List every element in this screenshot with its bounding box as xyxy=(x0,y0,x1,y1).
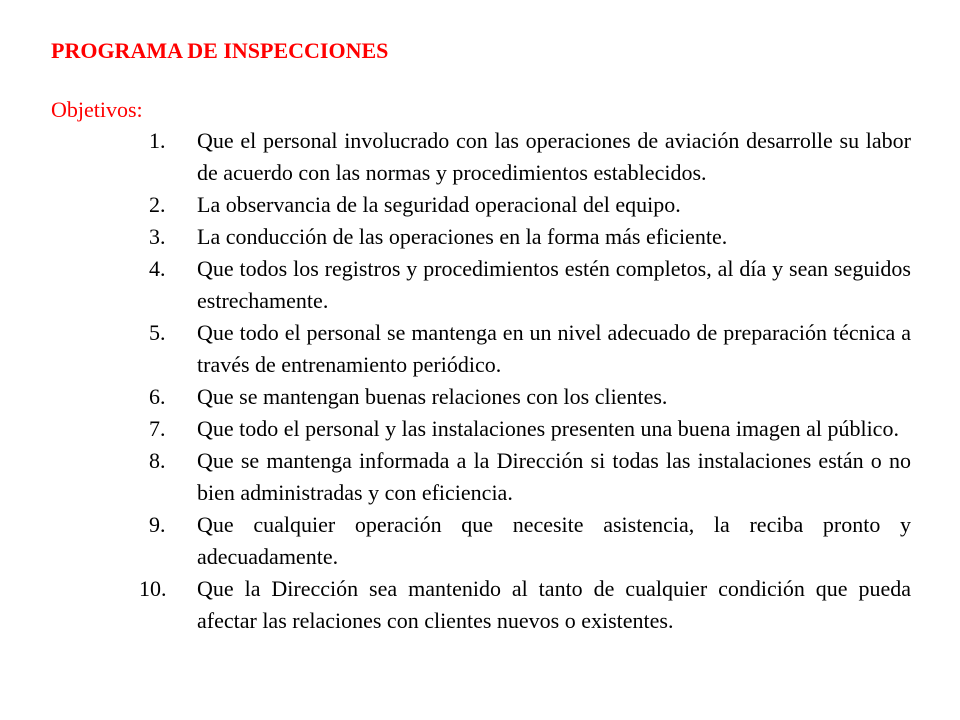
item-text: Que la Dirección sea mantenido al tanto de cualquier condición que pueda afectar las relaciones con clientes nuevos o existentes. xyxy=(197,576,911,633)
item-number: 6. xyxy=(149,384,166,409)
list-item xyxy=(51,445,911,509)
item-number: 4. xyxy=(149,256,166,281)
item-number: 10. xyxy=(139,576,167,601)
list-item xyxy=(51,509,911,573)
objectives-list xyxy=(51,125,911,637)
item-number: 5. xyxy=(149,320,166,345)
item-number: 1. xyxy=(149,128,166,153)
item-number: 8. xyxy=(149,448,166,473)
list-item xyxy=(51,317,911,381)
list-item xyxy=(51,221,911,253)
item-text: Que todo el personal se mantenga en un nivel adecuado de preparación técnica a través de entrenamiento periódico. xyxy=(197,320,911,377)
page-title: PROGRAMA DE INSPECCIONES xyxy=(51,38,389,63)
item-number: 9. xyxy=(149,512,166,537)
item-text: Que todos los registros y procedimientos estén completos, al día y sean seguidos estrechamente. xyxy=(197,256,911,313)
item-text: Que se mantengan buenas relaciones con los clientes. xyxy=(197,384,668,409)
list-item xyxy=(51,573,911,637)
item-number: 2. xyxy=(149,192,166,217)
list-item xyxy=(51,125,911,189)
objectives-heading: Objetivos: xyxy=(51,97,143,122)
list-item xyxy=(51,413,911,445)
item-text: Que cualquier operación que necesite asistencia, la reciba pronto y adecuadamente. xyxy=(197,512,911,569)
list-item xyxy=(51,253,911,317)
item-number: 7. xyxy=(149,416,166,441)
list-item xyxy=(51,189,911,221)
item-text: Que se mantenga informada a la Dirección si todas las instalaciones están o no bien administradas y con eficiencia. xyxy=(197,448,911,505)
item-number: 3. xyxy=(149,224,166,249)
list-item xyxy=(51,381,911,413)
item-text: La observancia de la seguridad operacional del equipo. xyxy=(197,192,681,217)
item-text: Que el personal involucrado con las operaciones de aviación desarrolle su labor de acuerdo con las normas y procedimientos establecidos. xyxy=(197,128,911,185)
item-text: Que todo el personal y las instalaciones presenten una buena imagen al público. xyxy=(197,416,899,441)
item-text: La conducción de las operaciones en la forma más eficiente. xyxy=(197,224,728,249)
slide-content xyxy=(51,36,911,637)
